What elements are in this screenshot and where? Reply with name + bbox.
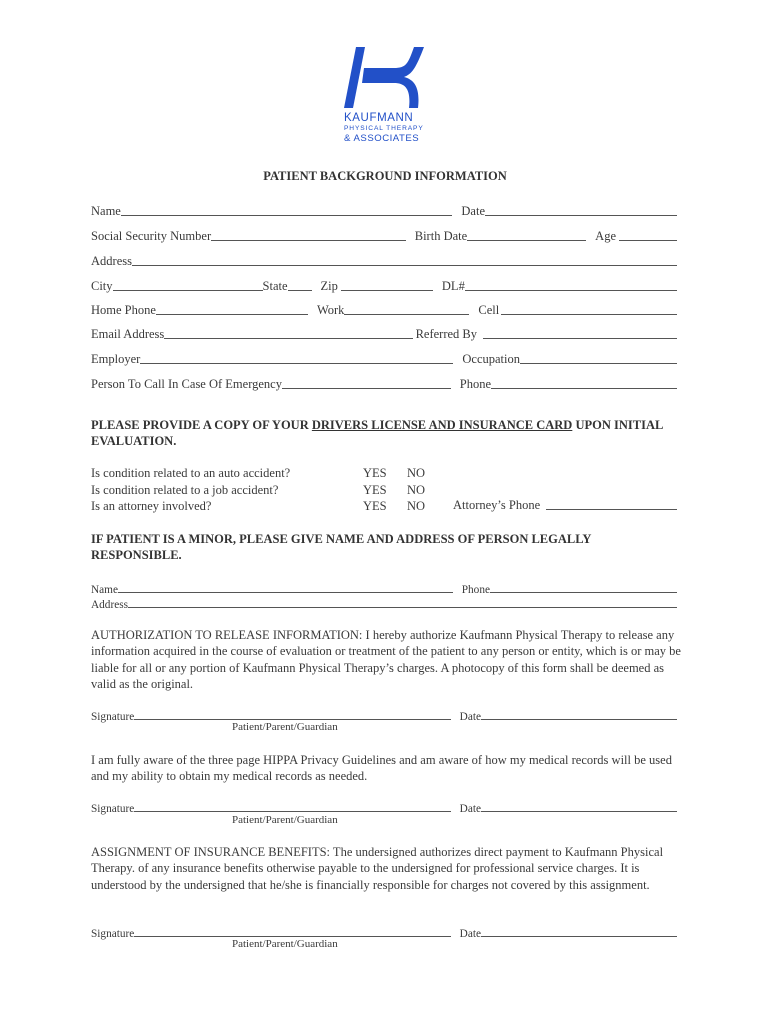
- guardian-name-label: Name: [91, 584, 118, 596]
- guardian-phone-field[interactable]: [490, 592, 677, 593]
- row-phones: [91, 302, 680, 318]
- signature-1-caption: Patient/Parent/Guardian: [232, 721, 338, 733]
- date-label: Date: [461, 204, 485, 218]
- row-guardian-address: [91, 595, 680, 611]
- license-notice-end: UPON INITIAL EVALUATION.: [91, 418, 663, 448]
- question-attorney: [91, 499, 211, 514]
- ssn-field[interactable]: [211, 240, 406, 241]
- signature-3-label: Signature: [91, 928, 135, 940]
- work-label: Work: [316, 303, 345, 317]
- address-label: Address: [91, 254, 132, 268]
- row-emergency: [91, 376, 680, 392]
- question-auto-no[interactable]: NO: [407, 466, 426, 480]
- age-label: Age: [595, 229, 616, 243]
- state-label: State: [262, 279, 288, 293]
- signature-1-field[interactable]: [134, 719, 450, 720]
- row-ssn: [91, 228, 680, 244]
- row-signature-1: [91, 707, 680, 723]
- row-signature-2: [91, 799, 680, 815]
- name-field[interactable]: [121, 215, 453, 216]
- attorney-phone-field[interactable]: [546, 509, 677, 510]
- question-auto-text: Is condition related to an auto accident?: [91, 466, 291, 480]
- city-label: City: [91, 279, 113, 293]
- dl-field[interactable]: [465, 290, 677, 291]
- attorney-phone-label: Attorney’s Phone: [453, 498, 541, 512]
- name-label: Name: [91, 204, 121, 218]
- cell-label: Cell: [478, 303, 500, 317]
- zip-field[interactable]: [341, 290, 433, 291]
- signature-3-date-field[interactable]: [481, 936, 677, 937]
- employer-field[interactable]: [140, 363, 453, 364]
- ssn-label: Social Security Number: [91, 229, 212, 243]
- logo-name: KAUFMANN: [344, 112, 414, 124]
- assignment-paragraph: ASSIGNMENT OF INSURANCE BENEFITS: The undersigned authorizes direct payment to Kaufmann Physical Therapy. of any insurance benefits otherwise payable to the undersigned for professional service charges. It is understood by the undersigned that he/she is financially responsible for charges not covered by this assignment.: [91, 845, 664, 892]
- signature-2-date-label: Date: [459, 803, 481, 815]
- authorization-paragraph: AUTHORIZATION TO RELEASE INFORMATION: I hereby authorize Kaufmann Physical Therapy to release any information acquired in the course of evaluation or treatment of the patient to any person or entity, which is or may be liable for all or any portion of Kaufmann Physical Therapy’s charges. A photocopy of this form shall be deemed as valid as the original.: [91, 628, 681, 692]
- license-notice: [91, 417, 681, 449]
- row-email: [91, 326, 680, 342]
- logo-associates: & ASSOCIATES: [344, 133, 420, 144]
- question-job: [91, 483, 278, 498]
- work-field[interactable]: [344, 314, 469, 315]
- address-field[interactable]: [132, 265, 677, 266]
- question-attorney-text: Is an attorney involved?: [91, 499, 212, 513]
- row-employer: [91, 351, 680, 367]
- row-name-date: [91, 203, 680, 219]
- emergency-phone-label: Phone: [459, 377, 491, 391]
- guardian-address-label: Address: [91, 599, 129, 611]
- signature-2-date-field[interactable]: [481, 811, 677, 812]
- emergency-phone-field[interactable]: [491, 388, 677, 389]
- question-attorney-no[interactable]: NO: [407, 499, 426, 513]
- signature-3-date-label: Date: [459, 928, 481, 940]
- emergency-field[interactable]: [282, 388, 451, 389]
- cell-field[interactable]: [501, 314, 677, 315]
- kaufmann-logo: [344, 46, 428, 144]
- email-field[interactable]: [164, 338, 412, 339]
- minor-notice: IF PATIENT IS A MINOR, PLEASE GIVE NAME AND ADDRESS OF PERSON LEGALLY RESPONSIBLE.: [91, 532, 591, 562]
- employer-label: Employer: [91, 352, 141, 366]
- home-phone-field[interactable]: [156, 314, 308, 315]
- row-address: [91, 253, 680, 269]
- zip-label: Zip: [320, 279, 338, 293]
- guardian-name-field[interactable]: [118, 592, 453, 593]
- signature-3-caption: Patient/Parent/Guardian: [232, 938, 338, 950]
- hippa-paragraph: I am fully aware of the three page HIPPA Privacy Guidelines and am aware of how my medical records will be used and my ability to obtain my medical records as needed.: [91, 753, 672, 784]
- question-job-yes[interactable]: YES: [363, 483, 387, 497]
- home-phone-label: Home Phone: [91, 303, 156, 317]
- city-field[interactable]: [113, 290, 263, 291]
- signature-3-field[interactable]: [134, 936, 450, 937]
- question-job-no[interactable]: NO: [407, 483, 426, 497]
- k-logo-mark-icon: [344, 46, 424, 108]
- signature-2-label: Signature: [91, 803, 135, 815]
- emergency-label: Person To Call In Case Of Emergency: [91, 377, 282, 391]
- age-field[interactable]: [619, 240, 677, 241]
- email-label: Email Address: [91, 327, 165, 341]
- referred-by-field[interactable]: [483, 338, 677, 339]
- signature-1-date-label: Date: [459, 711, 481, 723]
- page-title: PATIENT BACKGROUND INFORMATION: [263, 169, 507, 183]
- signature-2-caption: Patient/Parent/Guardian: [232, 814, 338, 826]
- question-job-text: Is condition related to a job accident?: [91, 483, 279, 497]
- state-field[interactable]: [288, 290, 312, 291]
- date-field[interactable]: [485, 215, 677, 216]
- referred-by-label: Referred By: [415, 327, 477, 341]
- question-attorney-yes[interactable]: YES: [363, 499, 387, 513]
- occupation-label: Occupation: [462, 352, 520, 366]
- row-city: [91, 278, 680, 294]
- question-auto-yes[interactable]: YES: [363, 466, 387, 480]
- row-guardian-name: [91, 580, 680, 596]
- guardian-phone-label: Phone: [461, 584, 490, 596]
- signature-2-field[interactable]: [134, 811, 450, 812]
- question-auto: [91, 466, 290, 481]
- birth-date-label: Birth Date: [414, 229, 468, 243]
- logo-subtitle: PHYSICAL THERAPY: [344, 125, 424, 132]
- occupation-field[interactable]: [520, 363, 677, 364]
- signature-1-date-field[interactable]: [481, 719, 677, 720]
- license-notice-text: PLEASE PROVIDE A COPY OF YOUR: [91, 418, 312, 432]
- birth-date-field[interactable]: [467, 240, 586, 241]
- guardian-address-field[interactable]: [128, 607, 677, 608]
- license-notice-emphasis: DRIVERS LICENSE AND INSURANCE CARD: [311, 418, 573, 432]
- dl-label: DL#: [441, 279, 465, 293]
- signature-1-label: Signature: [91, 711, 135, 723]
- row-signature-3: [91, 924, 680, 940]
- row-attorney-phone: [453, 497, 680, 513]
